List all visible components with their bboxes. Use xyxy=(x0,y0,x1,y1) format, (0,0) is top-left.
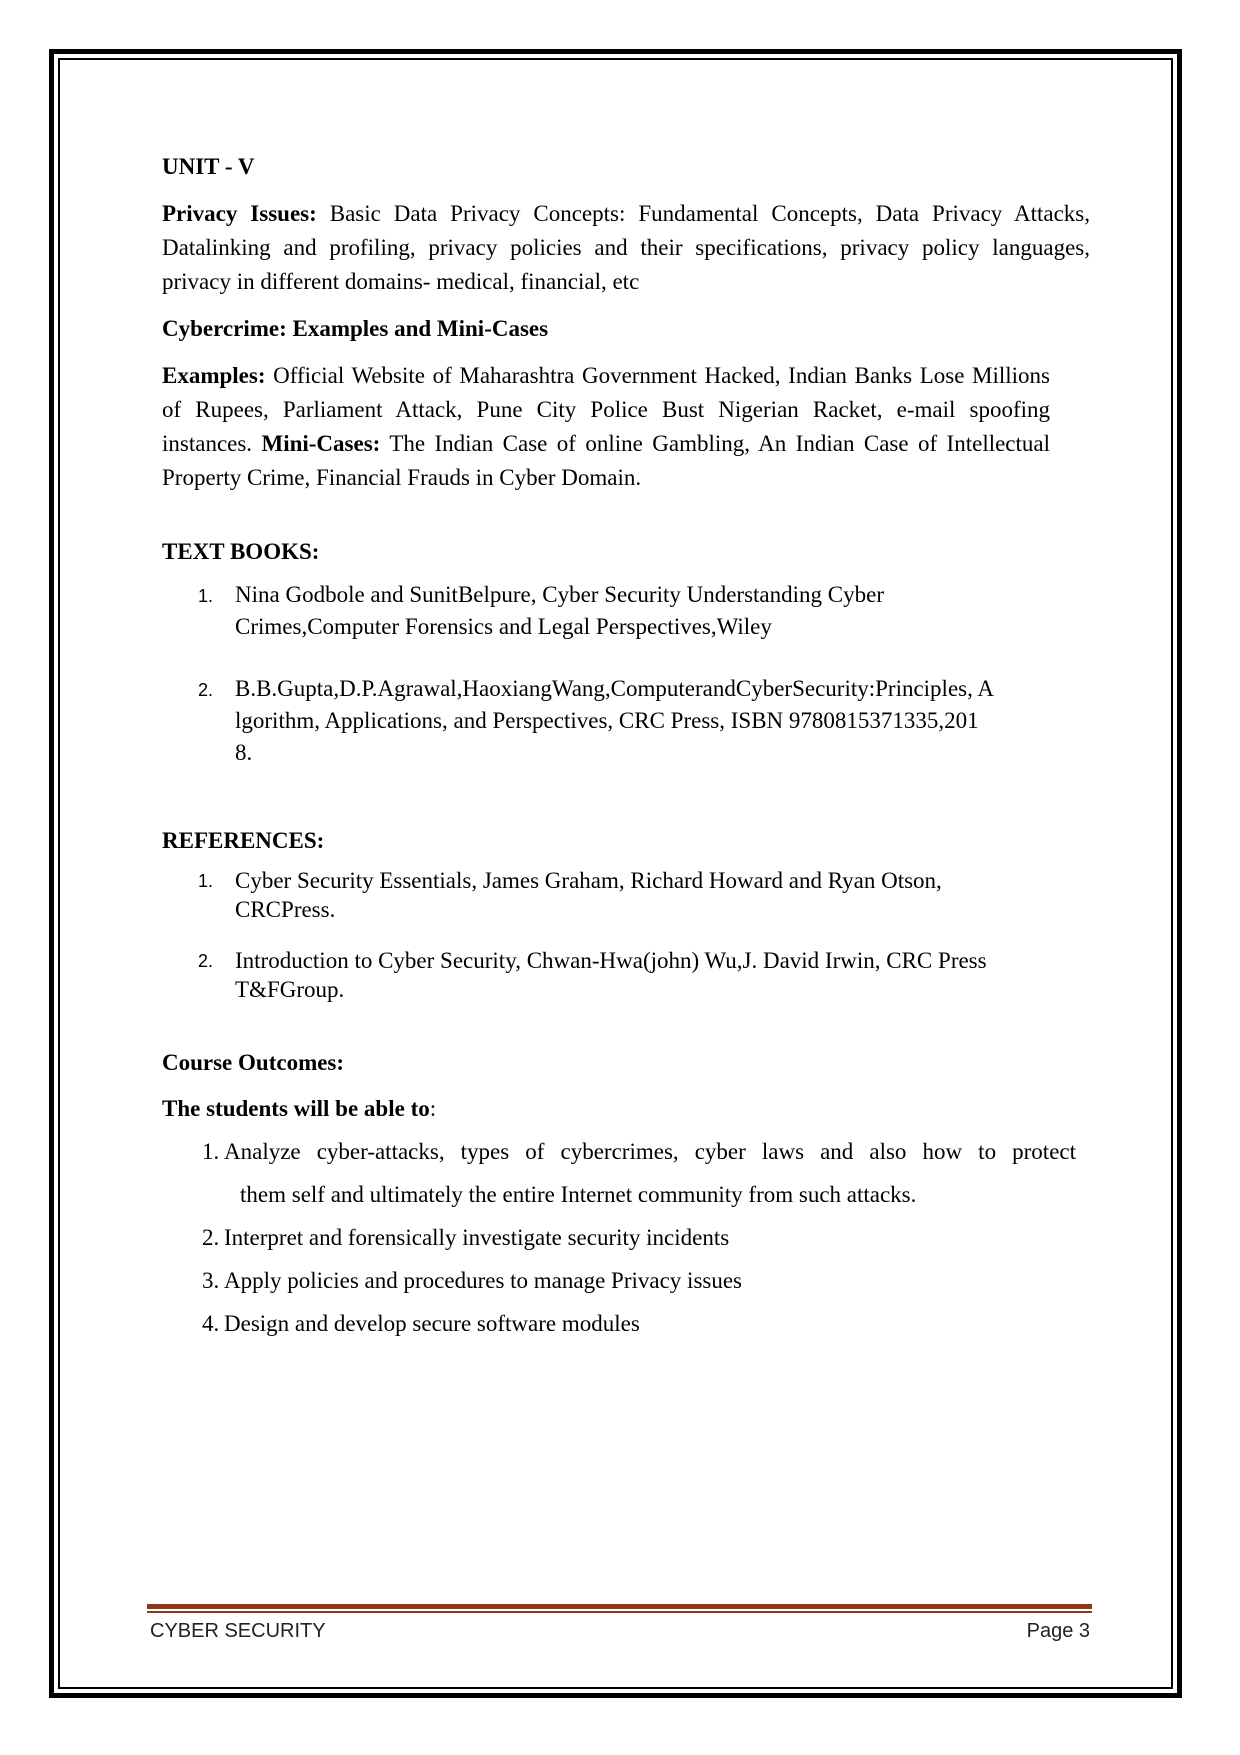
footer-rule-thin xyxy=(147,1611,1092,1613)
list-number: 1. xyxy=(198,586,214,606)
list-item xyxy=(162,946,1065,1004)
list-number: 3. xyxy=(202,1268,220,1293)
list-item-text: Analyze cyber-attacks, types of cybercrimes, cyber laws and also how to protect xyxy=(224,1139,1076,1164)
outcomes-intro xyxy=(162,1092,1090,1126)
list-item-text: Design and develop secure software modules xyxy=(224,1311,640,1336)
footer-title: CYBER SECURITY xyxy=(150,1620,326,1642)
list-number: 1. xyxy=(202,1139,220,1164)
list-item-text-continued: them self and ultimately the entire Internet community from such attacks. xyxy=(240,1182,917,1207)
mini-cases-label: Mini-Cases: xyxy=(261,431,381,456)
list-number: 1. xyxy=(198,871,214,891)
cybercrime-heading: Cybercrime: Examples and Mini-Cases xyxy=(162,316,549,341)
outcomes-intro-bold: The students will be able to xyxy=(162,1096,430,1121)
privacy-issues-text: Basic Data Privacy Concepts: Fundamental Concepts, Data Privacy Attacks, Datalinking and profiling, privacy policies and their specifications, privacy policy languages, privacy in different domains- medical, financial, etc xyxy=(162,201,1090,294)
footer-rule xyxy=(147,1604,1092,1609)
references-list xyxy=(162,866,1090,1004)
references-heading: REFERENCES: xyxy=(162,828,325,853)
list-item xyxy=(162,866,1035,924)
list-item xyxy=(162,579,885,643)
list-item-text: Apply policies and procedures to manage Privacy issues xyxy=(224,1268,743,1293)
document-body xyxy=(162,150,1090,1345)
page-number: Page 3 xyxy=(1026,1620,1090,1642)
text-books-heading: TEXT BOOKS: xyxy=(162,539,320,564)
privacy-issues-paragraph xyxy=(162,197,1090,299)
privacy-issues-label: Privacy Issues: xyxy=(162,201,317,226)
unit-title: UNIT - V xyxy=(162,154,255,179)
examples-paragraph xyxy=(162,359,1050,495)
outcomes-intro-rest: : xyxy=(429,1096,437,1121)
list-item xyxy=(162,1259,1090,1302)
list-number: 2. xyxy=(198,680,214,700)
list-number: 2. xyxy=(198,951,214,971)
list-item xyxy=(162,1302,1090,1345)
text-books-list xyxy=(162,579,1090,769)
course-outcomes-heading: Course Outcomes: xyxy=(162,1050,345,1075)
outcomes-list xyxy=(162,1130,1090,1345)
mini-cases-text: The Indian Case of online Gambling, An Indian Case of Intellectual Property Crime, Financial Frauds in Cyber Domain. xyxy=(162,431,1051,490)
examples-label: Examples: xyxy=(162,363,266,388)
list-item-text: Introduction to Cyber Security, Chwan-Hwa(john) Wu,J. David Irwin, CRC Press T&FGroup. xyxy=(235,948,987,1002)
list-item xyxy=(162,1216,1090,1259)
list-item-text: Nina Godbole and SunitBelpure, Cyber Security Understanding Cyber Crimes,Computer Forensics and Legal Perspectives,Wiley xyxy=(235,582,884,639)
list-item-text: B.B.Gupta,D.P.Agrawal,HaoxiangWang,ComputerandCyberSecurity:Principles, Algorithm, Applications, and Perspectives, CRC Press, ISBN 9780815371335,2018. xyxy=(235,676,994,765)
list-item xyxy=(162,1130,1090,1216)
list-item-text: Interpret and forensically investigate security incidents xyxy=(224,1225,730,1250)
list-item-text: Cyber Security Essentials, James Graham, Richard Howard and Ryan Otson, CRCPress. xyxy=(235,868,942,922)
list-number: 2. xyxy=(202,1225,220,1250)
list-number: 4. xyxy=(202,1311,220,1336)
list-item xyxy=(162,673,995,769)
examples-text: Official Website of Maharashtra Government Hacked, Indian Banks Lose Millions of Rupees, Parliament Attack, Pune City Police Bust Nigerian Racket, e-mail spoofing instances. xyxy=(162,363,1050,456)
